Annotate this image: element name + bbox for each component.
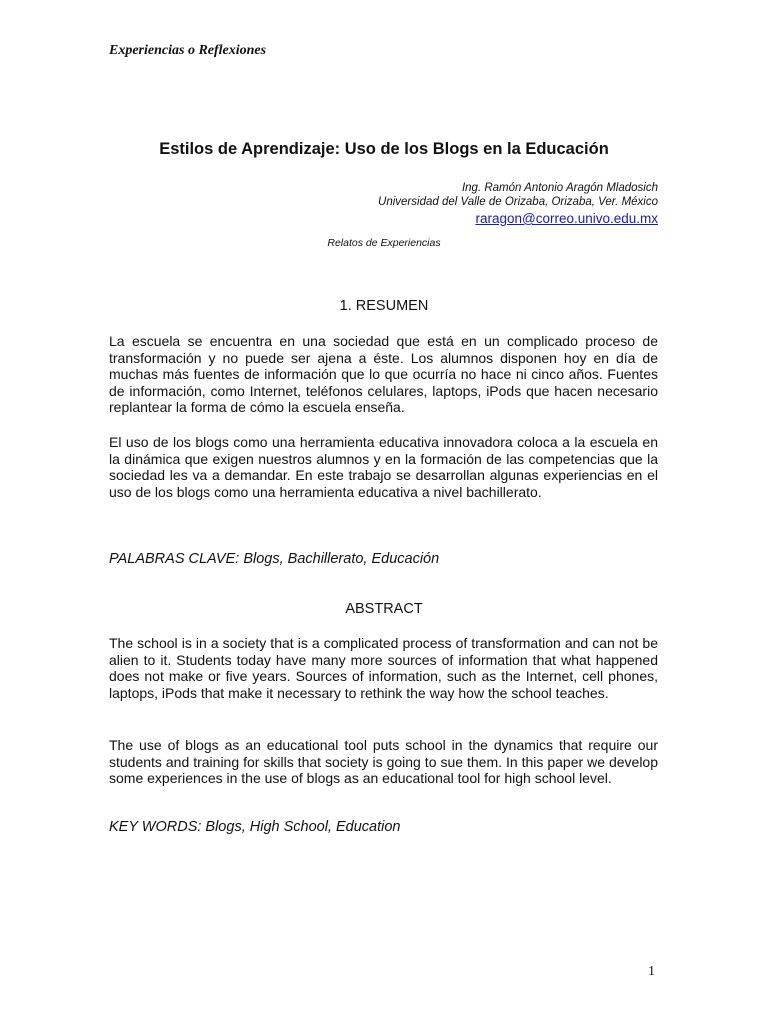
running-header: Experiencias o Reflexiones: [109, 43, 267, 58]
abstract-paragraph-1: The school is in a society that is a complicated process of transformation and can not be alien to it. Students today have many more sources of information that what happened does not make or five years. Sources of information, such as the Internet, cell phones, laptops, iPods that make it necessary to rethink the way how the school teaches.: [109, 635, 658, 701]
author-email-link[interactable]: raragon@correo.univo.edu.mx: [475, 211, 658, 226]
author-name: Ing. Ramón Antonio Aragón Mladosich: [461, 182, 658, 194]
resumen-paragraph-1: La escuela se encuentra en una sociedad que está en un complicado proceso de transformación y no puede ser ajena a éste. Los alumnos disponen hoy en día de muchas más fuentes de información que lo que ocurría no hace ni cinco años. Fuentes de información, como Internet, teléfonos celulares, laptops, iPods que hacen necesario replantear la forma de cómo la escuela enseña.: [109, 333, 658, 416]
article-title: Estilos de Aprendizaje: Uso de los Blogs en la Educación: [159, 140, 609, 158]
abstract-heading: ABSTRACT: [345, 601, 423, 617]
resumen-paragraph-2: El uso de los blogs como una herramienta educativa innovadora coloca a la escuela en la dinámica que exigen nuestros alumnos y en la formación de las competencias que la sociedad les va a demandar. En este trabajo se desarrollan algunas experiencias en el uso de los blogs como una herramienta educativa a nivel bachillerato.: [109, 434, 658, 500]
abstract-paragraph-2: The use of blogs as an educational tool puts school in the dynamics that require our students and training for skills that society is going to sue them. In this paper we develop some experiences in the use of blogs as an educational tool for high school level.: [109, 737, 658, 787]
resumen-heading: 1. RESUMEN: [339, 298, 429, 314]
author-affiliation: Universidad del Valle de Orizaba, Orizaba, Ver. México: [378, 196, 658, 208]
abstract-keywords: KEY WORDS: Blogs, High School, Education: [109, 819, 401, 835]
resumen-keywords: PALABRAS CLAVE: Blogs, Bachillerato, Educación: [109, 551, 440, 567]
page-number: 1: [648, 964, 655, 979]
article-category: Relatos de Experiencias: [327, 237, 441, 249]
author-block: [378, 181, 658, 228]
